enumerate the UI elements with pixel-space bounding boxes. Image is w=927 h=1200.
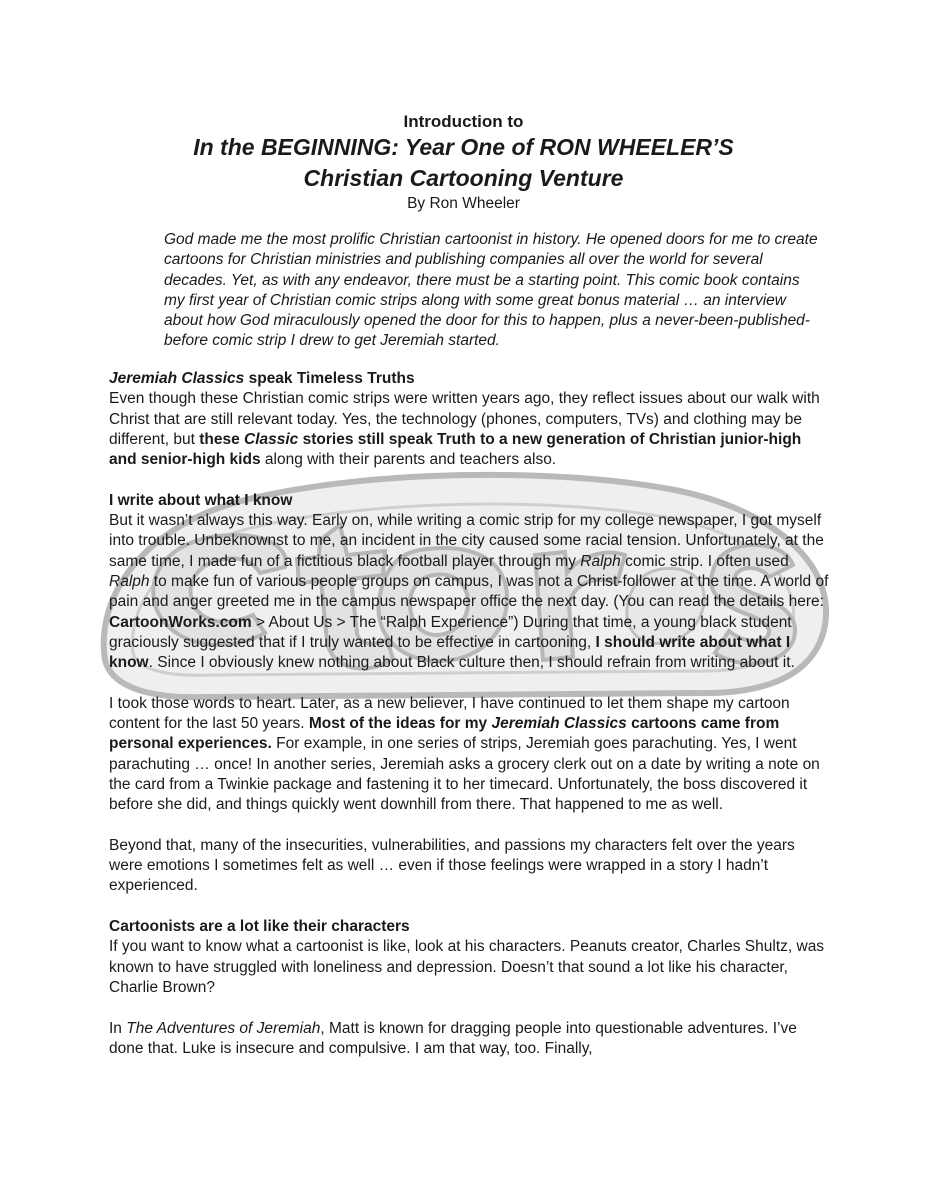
paragraph-personal-experiences (109, 694, 829, 816)
paragraph-gap (109, 470, 829, 490)
heading-rest: speak Timeless Truths (244, 370, 415, 387)
bold-italic-run: Jeremiah Classics (491, 715, 627, 733)
title-line-2: Christian Cartooning Venture (303, 165, 624, 191)
paragraph-emotions: Beyond that, many of the insecurities, vulnerabilities, and passions my characters felt over the years were emotions I sometimes felt as well … even if those feelings were wrapped in a story I hadn’t experienced. (109, 836, 795, 895)
italic-run: The Adventures of Jeremiah (126, 1019, 321, 1037)
bold-run: Most of the ideas for my (308, 715, 492, 733)
bold-run: these (199, 430, 245, 448)
title-line-1: In the BEGINNING: Year One of RON WHEELER’S (193, 134, 734, 160)
paragraph-gap (109, 673, 829, 693)
text-run: comic strip. I often used (620, 552, 789, 570)
text-run: For example, in one series of strips, Jeremiah goes parachuting. Yes, I went parachuting … once! In another series, Jeremiah asks a grocery clerk out on a date by writing a note on the card from a Twinkie package and fastening it to her timecard. Unfortunately, the boss discovered it before she did, and things quickly went downhill from there. That happened to me as well. (109, 735, 820, 814)
bold-italic-run: Classic (244, 430, 299, 448)
italic-run: Ralph (109, 572, 150, 590)
text-run: . Since I obviously knew nothing about Black culture then, I should refrain from writing about it. (148, 654, 795, 672)
bold-run: I should write about what I know (109, 633, 791, 672)
text-run: I took those words to heart. Later, as a new believer, I have continued to let them shape my cartoon content for the last 50 years. (109, 694, 790, 733)
paragraph-timeless-truths (109, 389, 829, 470)
text-run: along with their parents and teachers also. (260, 451, 557, 469)
section-heading-write-what-i-know: I write about what I know (109, 491, 293, 509)
paragraph-gap (109, 816, 829, 836)
section-heading-cartoonists-characters: Cartoonists are a lot like their characters (109, 918, 410, 936)
website-link: CartoonWorks.com (109, 613, 252, 631)
text-run: , Matt is known for dragging people into questionable adventures. I’ve done that. Luke is insecure and compulsive. I am that way, too. Finally, (109, 1019, 797, 1057)
document-header (0, 111, 927, 213)
paragraph-gap (109, 998, 829, 1018)
text-run: Even though these Christian comic strips were written years ago, they reflect issues about our walk with Christ that are still relevant today. Yes, the technology (phones, computers, TVs) and clothing may be different, but (109, 390, 820, 448)
paragraph-ralph-story (109, 511, 829, 673)
byline: By Ron Wheeler (407, 195, 520, 212)
paragraph-peanuts: If you want to know what a cartoonist is like, look at his characters. Peanuts creator, Charles Shultz, was known to have struggled with loneliness and depression. Doesn’t that sound a lot like his character, Charlie Brown? (109, 938, 825, 996)
paragraph-jeremiah-characters (109, 1019, 829, 1060)
epigraph: God made me the most prolific Christian cartoonist in history. He opened doors for me to create cartoons for Christian ministries and publishing companies all over the world for several decades. Yet, as with any endeavor, there must be a starting point. This comic book contains my first year of Christian comic strips along with some great bonus material … an interview about how God miraculously opened the door for this to happen, plus a never-been-published-before comic strip I drew to get Jeremiah started. (164, 231, 818, 350)
text-run: > About Us > The “Ralph Experience”) During that time, a young black student graciously suggested that if I truly wanted to be effective in cartooning, (109, 613, 792, 651)
paragraph-gap (109, 897, 829, 917)
heading-italic-part: Jeremiah Classics (109, 370, 245, 387)
bold-run: stories still speak Truth to a new generation of Christian junior-high and senior-high kids (109, 430, 802, 469)
bold-run: cartoons came from personal experiences. (109, 715, 780, 753)
intro-line: Introduction to (403, 112, 524, 131)
document-body (109, 369, 829, 1059)
italic-run: Ralph (580, 552, 621, 570)
text-run: to make fun of various people groups on campus, I was not a Christ-follower at the time. A world of pain and anger greeted me in the campus newspaper office the next day. (You can read the details here: (109, 572, 829, 611)
section-heading-timeless-truths (109, 369, 829, 389)
text-run: But it wasn’t always this way. Early on, while writing a comic strip for my college newspaper, I got myself into trouble. Unbeknownst to me, an incident in the city caused some racial tension. Unfortunately, at the same time, I made fun of a fictitious black football player through my (109, 512, 824, 570)
text-run: In (109, 1019, 127, 1037)
